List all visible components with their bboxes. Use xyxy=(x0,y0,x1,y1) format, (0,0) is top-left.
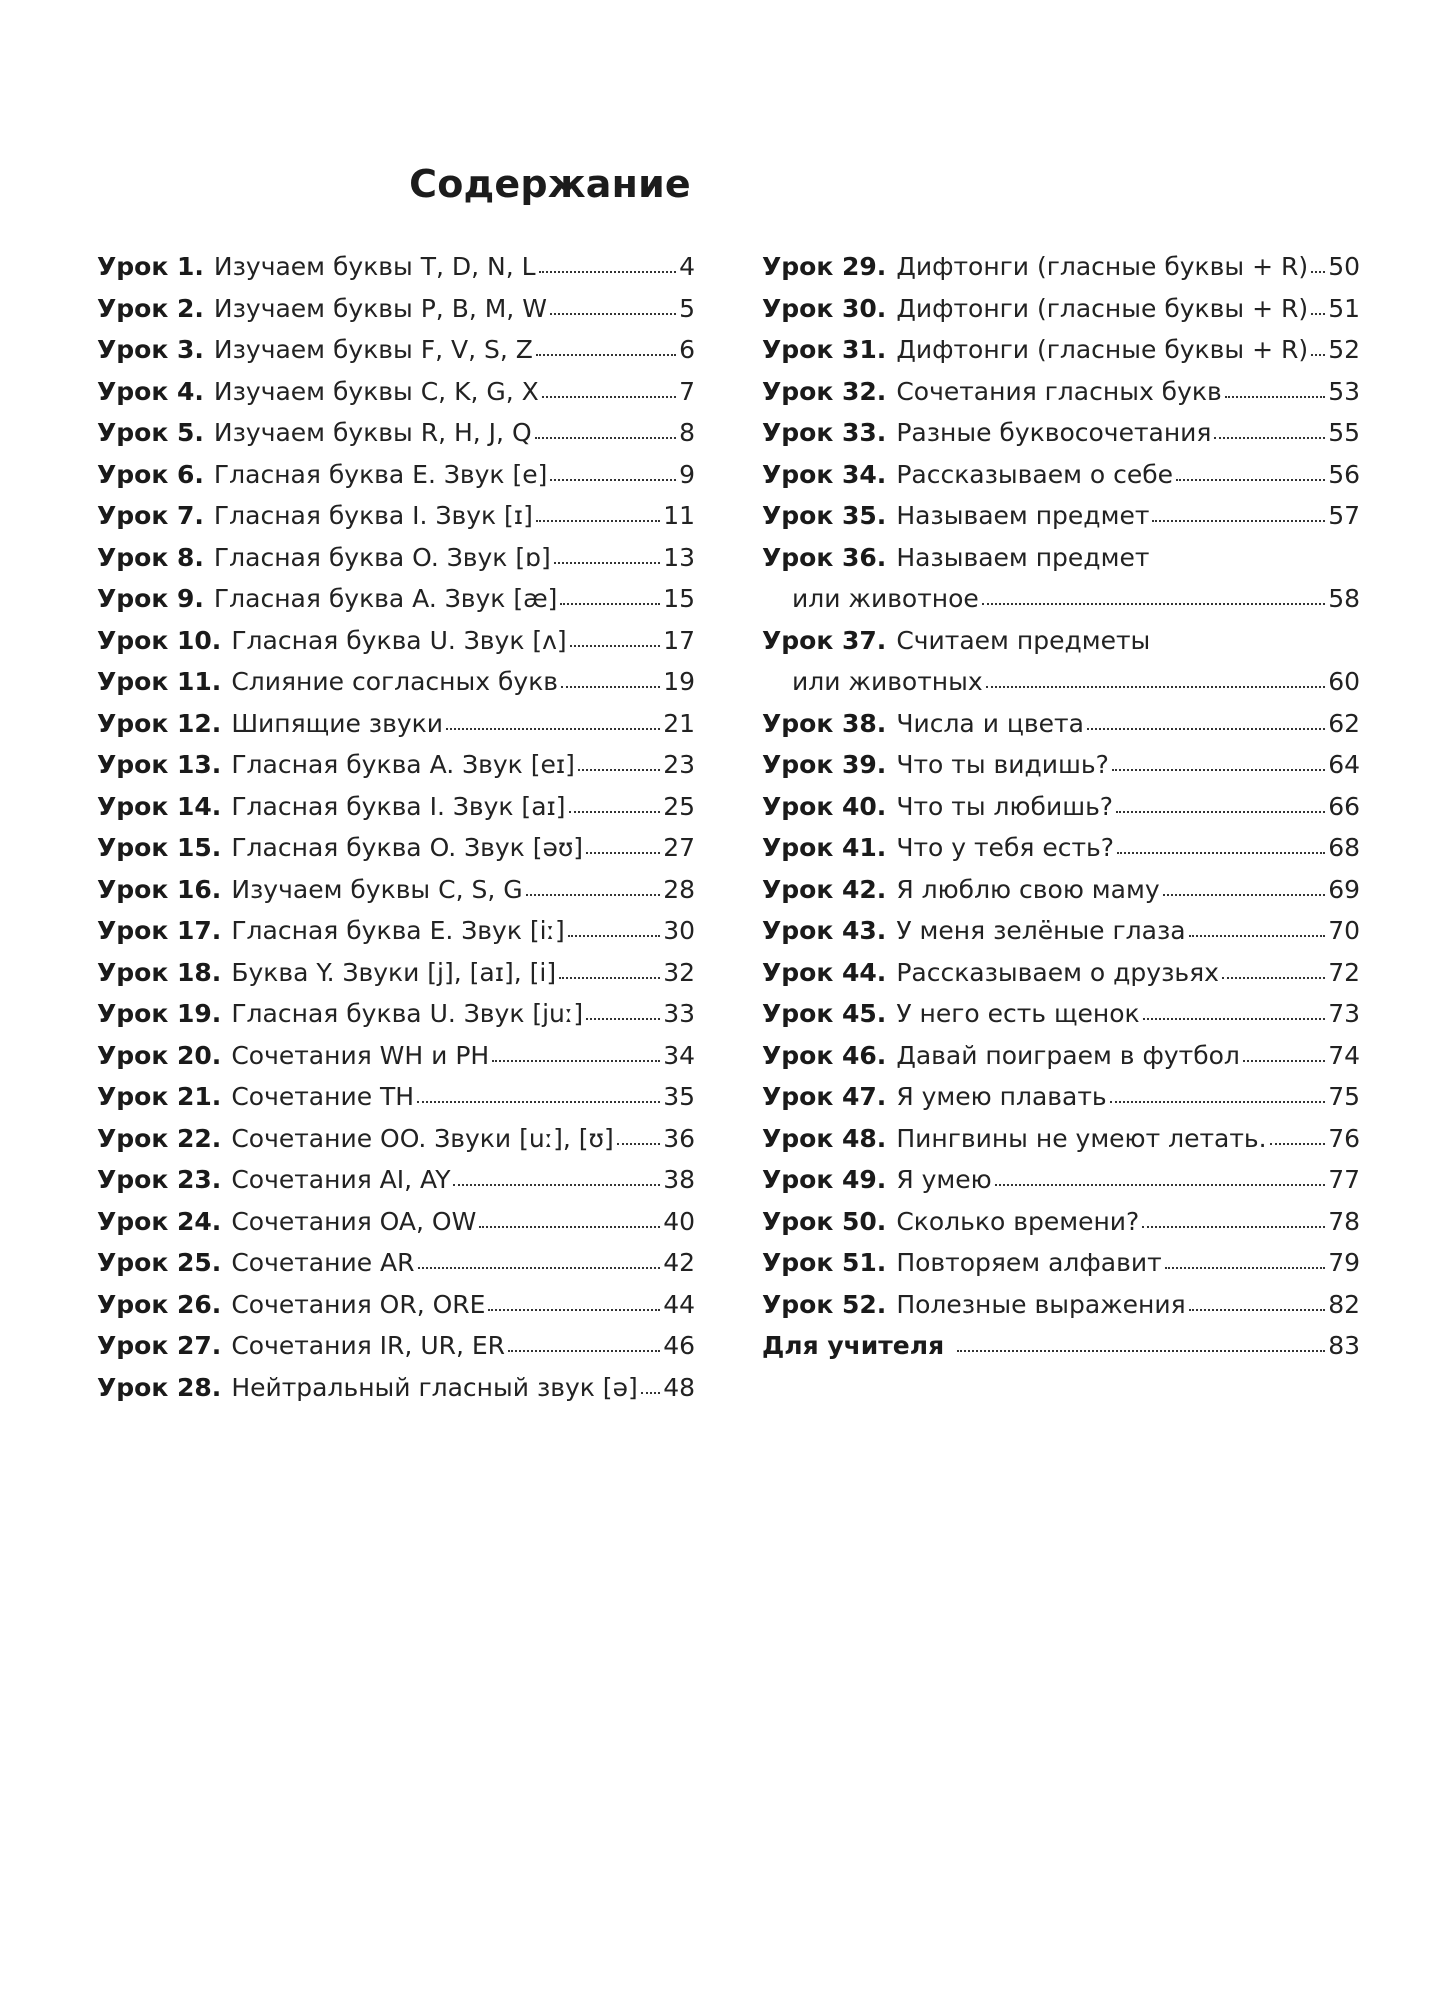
toc-entry[interactable] xyxy=(97,869,695,911)
dot-leader xyxy=(1165,1264,1326,1269)
lesson-number: Урок 52. xyxy=(762,1289,887,1319)
page-number: 79 xyxy=(1328,1248,1360,1277)
toc-entry[interactable] xyxy=(762,620,1360,703)
dot-leader xyxy=(578,766,660,771)
dot-leader xyxy=(641,1389,660,1394)
page-number: 27 xyxy=(663,833,695,862)
page-number: 48 xyxy=(663,1372,695,1402)
lesson-number: Урок 42. xyxy=(762,874,887,904)
dot-leader xyxy=(1214,434,1325,439)
lesson-number: Урок 39. xyxy=(762,750,887,779)
dot-leader xyxy=(1110,1098,1326,1103)
page-number: 58 xyxy=(1328,584,1360,613)
lesson-title: Сочетания OA, OW xyxy=(231,1206,477,1236)
toc-entry[interactable] xyxy=(97,620,695,662)
dot-leader xyxy=(1311,351,1325,356)
page-number: 23 xyxy=(663,750,695,779)
lesson-number: Урок 33. xyxy=(762,418,887,447)
page-number: 82 xyxy=(1328,1289,1360,1319)
lesson-number: Урок 12. xyxy=(97,708,222,738)
lesson-number: Урок 19. xyxy=(97,999,222,1028)
lesson-title: Сочетания гласных букв xyxy=(896,376,1222,406)
lesson-title: У него есть щенок xyxy=(896,999,1140,1028)
page-number: 78 xyxy=(1328,1206,1360,1236)
dot-leader xyxy=(1116,808,1325,813)
dot-leader xyxy=(570,642,661,647)
lesson-number: Урок 40. xyxy=(762,791,887,821)
lesson-title: Называем предмет xyxy=(896,542,1150,572)
toc-entry[interactable] xyxy=(97,1201,695,1243)
page-number: 62 xyxy=(1328,708,1360,738)
dot-leader xyxy=(550,476,676,481)
page-number: 76 xyxy=(1328,1123,1360,1153)
lesson-title: Что у тебя есть? xyxy=(896,833,1115,862)
toc-entry[interactable] xyxy=(97,827,695,869)
dot-leader xyxy=(542,393,676,398)
page-number: 28 xyxy=(663,874,695,904)
lesson-number: Урок 3. xyxy=(97,335,204,364)
page-number: 9 xyxy=(679,459,695,489)
lesson-title: Сочетание OO. Звуки [uː], [ʊ] xyxy=(231,1123,614,1153)
page-number: 60 xyxy=(1328,667,1360,696)
lesson-title: Сочетание TH xyxy=(231,1082,415,1111)
dot-leader xyxy=(957,1347,1325,1352)
lesson-number: Урок 20. xyxy=(97,1040,222,1070)
lesson-title: Что ты любишь? xyxy=(896,791,1114,821)
page-number: 53 xyxy=(1328,376,1360,406)
toc-entry[interactable] xyxy=(97,786,695,828)
lesson-title: Гласная буква I. Звук [aɪ] xyxy=(231,791,566,821)
page-number: 44 xyxy=(663,1289,695,1319)
lesson-number: Урок 10. xyxy=(97,625,222,655)
toc-entry[interactable] xyxy=(97,661,695,703)
lesson-number: Урок 25. xyxy=(97,1248,222,1277)
toc-entry[interactable] xyxy=(97,703,695,745)
lesson-title: Я люблю свою маму xyxy=(896,874,1160,904)
toc-entry[interactable] xyxy=(762,993,1360,1035)
toc-entry[interactable] xyxy=(762,1201,1360,1243)
lesson-title: Полезные выражения xyxy=(896,1289,1186,1319)
lesson-number: Урок 15. xyxy=(97,833,222,862)
dot-leader xyxy=(1143,1015,1326,1020)
dot-leader xyxy=(536,517,660,522)
toc-entry[interactable] xyxy=(97,993,695,1035)
lesson-number: Урок 46. xyxy=(762,1040,887,1070)
dot-leader xyxy=(1189,932,1326,937)
dot-leader xyxy=(568,932,660,937)
toc-entry[interactable] xyxy=(762,910,1360,952)
page-number: 75 xyxy=(1328,1082,1360,1111)
lesson-number: Для учителя xyxy=(762,1331,945,1360)
dot-leader xyxy=(536,351,676,356)
toc-entry[interactable] xyxy=(97,1284,695,1326)
dot-leader xyxy=(539,268,677,273)
dot-leader xyxy=(1270,1140,1326,1145)
page-title: Содержание xyxy=(409,162,691,206)
page-number: 38 xyxy=(663,1165,695,1194)
dot-leader xyxy=(995,1181,1325,1186)
dot-leader xyxy=(617,1140,660,1145)
page-number: 64 xyxy=(1328,750,1360,779)
page-number: 56 xyxy=(1328,459,1360,489)
lesson-number: Урок 1. xyxy=(97,252,204,281)
dot-leader xyxy=(453,1181,660,1186)
lesson-title: Гласная буква I. Звук [ɪ] xyxy=(213,501,533,530)
dot-leader xyxy=(526,891,661,896)
page-number: 8 xyxy=(679,418,695,447)
lesson-title-continued: или животное xyxy=(792,584,979,613)
toc-entry[interactable] xyxy=(762,246,1360,288)
dot-leader xyxy=(982,600,1325,605)
toc-entry[interactable] xyxy=(97,1325,695,1367)
lesson-number: Урок 11. xyxy=(97,667,222,696)
lesson-title: Считаем предметы xyxy=(896,625,1151,655)
lesson-title: Гласная буква E. Звук [iː] xyxy=(231,916,565,945)
toc-entry[interactable] xyxy=(97,1159,695,1201)
lesson-number: Урок 28. xyxy=(97,1372,222,1402)
toc-entry[interactable] xyxy=(762,1118,1360,1160)
lesson-title: Нейтральный гласный звук [ə] xyxy=(231,1372,638,1402)
toc-entry[interactable] xyxy=(97,412,695,454)
lesson-title: Сочетания IR, UR, ER xyxy=(231,1331,506,1360)
lesson-number: Урок 7. xyxy=(97,501,204,530)
lesson-number: Урок 8. xyxy=(97,542,204,572)
lesson-title: Изучаем буквы F, V, S, Z xyxy=(213,335,533,364)
toc-entry[interactable] xyxy=(762,329,1360,371)
dot-leader xyxy=(559,974,660,979)
lesson-number: Урок 38. xyxy=(762,708,887,738)
page-number: 6 xyxy=(679,335,695,364)
toc-entry[interactable] xyxy=(762,495,1360,537)
page-number: 34 xyxy=(663,1040,695,1070)
lesson-number: Урок 13. xyxy=(97,750,222,779)
dot-leader xyxy=(986,683,1326,688)
lesson-title: Гласная буква U. Звук [ʌ] xyxy=(231,625,567,655)
toc-entry[interactable] xyxy=(97,578,695,620)
toc-entry[interactable] xyxy=(97,1367,695,1409)
dot-leader xyxy=(1311,268,1325,273)
lesson-title: Повторяем алфавит xyxy=(896,1248,1162,1277)
page-number: 69 xyxy=(1328,874,1360,904)
lesson-number: Урок 50. xyxy=(762,1206,887,1236)
lesson-number: Урок 2. xyxy=(97,293,204,323)
page-number: 33 xyxy=(663,999,695,1028)
lesson-title: Сочетание AR xyxy=(231,1248,415,1277)
lesson-number: Урок 5. xyxy=(97,418,204,447)
page-number: 68 xyxy=(1328,833,1360,862)
lesson-title: Дифтонги (гласные буквы + R) xyxy=(896,293,1309,323)
lesson-number: Урок 27. xyxy=(97,1331,222,1360)
dot-leader xyxy=(1142,1223,1325,1228)
lesson-number: Урок 51. xyxy=(762,1248,887,1277)
toc-entry[interactable] xyxy=(762,1242,1360,1284)
page-number: 19 xyxy=(663,667,695,696)
lesson-title: Что ты видишь? xyxy=(896,750,1109,779)
toc-entry[interactable] xyxy=(97,1035,695,1077)
page-number: 52 xyxy=(1328,335,1360,364)
lesson-title: Пингвины не умеют летать. xyxy=(896,1123,1267,1153)
toc-right-column xyxy=(762,246,1360,1367)
lesson-number: Урок 24. xyxy=(97,1206,222,1236)
lesson-title: Шипящие звуки xyxy=(231,708,443,738)
toc-entry[interactable] xyxy=(762,1284,1360,1326)
dot-leader xyxy=(1152,517,1325,522)
lesson-title: Числа и цвета xyxy=(896,708,1084,738)
toc-entry[interactable] xyxy=(97,1242,695,1284)
page-number: 32 xyxy=(663,957,695,987)
page-number: 51 xyxy=(1328,293,1360,323)
toc-entry[interactable] xyxy=(762,827,1360,869)
page-number: 70 xyxy=(1328,916,1360,945)
dot-leader xyxy=(586,849,660,854)
page-number: 11 xyxy=(663,501,695,530)
page-number: 25 xyxy=(663,791,695,821)
dot-leader xyxy=(446,725,660,730)
lesson-number: Урок 4. xyxy=(97,376,204,406)
dot-leader xyxy=(561,683,660,688)
dot-leader xyxy=(417,1098,660,1103)
dot-leader xyxy=(535,434,676,439)
page-number: 50 xyxy=(1328,252,1360,281)
lesson-title: У меня зелёные глаза xyxy=(896,916,1186,945)
lesson-number: Урок 14. xyxy=(97,791,222,821)
toc-entry[interactable] xyxy=(762,1159,1360,1201)
dot-leader xyxy=(492,1057,660,1062)
toc-entry[interactable] xyxy=(762,1035,1360,1077)
lesson-title: Сочетания AI, AY xyxy=(231,1165,451,1194)
lesson-title: Изучаем буквы C, K, G, X xyxy=(213,376,539,406)
lesson-title: Я умею плавать xyxy=(896,1082,1107,1111)
lesson-title: Буква Y. Звуки [j], [aɪ], [i] xyxy=(231,957,557,987)
toc-entry[interactable] xyxy=(97,537,695,579)
lesson-number: Урок 44. xyxy=(762,957,887,987)
dot-leader xyxy=(508,1347,660,1352)
lesson-title: Сочетания OR, ORE xyxy=(231,1289,486,1319)
lesson-title: Гласная буква E. Звук [e] xyxy=(213,459,548,489)
page-number: 17 xyxy=(663,625,695,655)
toc-entry[interactable] xyxy=(762,537,1360,620)
lesson-number: Урок 34. xyxy=(762,459,887,489)
lesson-number: Урок 35. xyxy=(762,501,887,530)
page-number: 13 xyxy=(663,542,695,572)
lesson-number: Урок 26. xyxy=(97,1289,222,1319)
lesson-number: Урок 21. xyxy=(97,1082,222,1111)
toc-entry[interactable] xyxy=(762,703,1360,745)
lesson-number: Урок 23. xyxy=(97,1165,222,1194)
dot-leader xyxy=(569,808,661,813)
toc-entry[interactable] xyxy=(762,1076,1360,1118)
dot-leader xyxy=(418,1264,661,1269)
lesson-title-continued: или животных xyxy=(792,667,983,696)
lesson-number: Урок 16. xyxy=(97,874,222,904)
dot-leader xyxy=(1225,393,1325,398)
lesson-number: Урок 37. xyxy=(762,625,887,655)
toc-entry[interactable] xyxy=(97,246,695,288)
toc-entry[interactable] xyxy=(97,1076,695,1118)
lesson-title: Изучаем буквы T, D, N, L xyxy=(213,252,536,281)
page-number: 42 xyxy=(663,1248,695,1277)
dot-leader xyxy=(1189,1306,1326,1311)
lesson-number: Урок 47. xyxy=(762,1082,887,1111)
lesson-title: Дифтонги (гласные буквы + R) xyxy=(896,252,1309,281)
page-number: 7 xyxy=(679,376,695,406)
dot-leader xyxy=(554,559,660,564)
page-number: 15 xyxy=(663,584,695,613)
toc-entry[interactable] xyxy=(762,1325,1360,1367)
page-number: 77 xyxy=(1328,1165,1360,1194)
page-number: 46 xyxy=(663,1331,695,1360)
toc-left-column xyxy=(97,246,695,1408)
lesson-number: Урок 48. xyxy=(762,1123,887,1153)
lesson-title: Рассказываем о себе xyxy=(896,459,1174,489)
page-number: 73 xyxy=(1328,999,1360,1028)
lesson-title: Разные буквосочетания xyxy=(896,418,1212,447)
page-number: 57 xyxy=(1328,501,1360,530)
page-number: 55 xyxy=(1328,418,1360,447)
page-number: 21 xyxy=(663,708,695,738)
page-number: 5 xyxy=(679,293,695,323)
lesson-number: Урок 6. xyxy=(97,459,204,489)
lesson-number: Урок 18. xyxy=(97,957,222,987)
lesson-title: Сколько времени? xyxy=(896,1206,1140,1236)
lesson-number: Урок 45. xyxy=(762,999,887,1028)
page-number: 30 xyxy=(663,916,695,945)
toc-entry[interactable] xyxy=(762,869,1360,911)
lesson-title: Изучаем буквы C, S, G xyxy=(231,874,523,904)
page-number: 74 xyxy=(1328,1040,1360,1070)
lesson-number: Урок 22. xyxy=(97,1123,222,1153)
lesson-title: Я умею xyxy=(896,1165,992,1194)
lesson-number: Урок 9. xyxy=(97,584,204,613)
lesson-title: Изучаем буквы R, H, J, Q xyxy=(213,418,532,447)
lesson-number: Урок 31. xyxy=(762,335,887,364)
toc-entry[interactable] xyxy=(762,288,1360,330)
lesson-number: Урок 41. xyxy=(762,833,887,862)
dot-leader xyxy=(1311,310,1325,315)
dot-leader xyxy=(1243,1057,1325,1062)
toc-entry[interactable] xyxy=(762,744,1360,786)
dot-leader xyxy=(1112,766,1325,771)
dot-leader xyxy=(1163,891,1326,896)
toc-entry[interactable] xyxy=(97,454,695,496)
dot-leader xyxy=(560,600,660,605)
toc-entry[interactable] xyxy=(97,952,695,994)
lesson-number: Урок 29. xyxy=(762,252,887,281)
dot-leader xyxy=(586,1015,660,1020)
lesson-number: Урок 30. xyxy=(762,293,887,323)
lesson-title: Гласная буква A. Звук [æ] xyxy=(213,584,558,613)
toc-entry[interactable] xyxy=(762,454,1360,496)
lesson-title: Рассказываем о друзьях xyxy=(896,957,1219,987)
toc-entry[interactable] xyxy=(97,910,695,952)
dot-leader xyxy=(479,1223,660,1228)
lesson-number: Урок 17. xyxy=(97,916,222,945)
toc-entry[interactable] xyxy=(97,371,695,413)
dot-leader xyxy=(1117,849,1325,854)
toc-entry[interactable] xyxy=(762,786,1360,828)
page-number: 83 xyxy=(1328,1331,1360,1360)
dot-leader xyxy=(1087,725,1325,730)
toc-entry[interactable] xyxy=(97,329,695,371)
lesson-title: Гласная буква O. Звук [ɒ] xyxy=(213,542,551,572)
toc-entry[interactable] xyxy=(762,371,1360,413)
toc-entry[interactable] xyxy=(97,288,695,330)
toc-entry[interactable] xyxy=(97,744,695,786)
lesson-number: Урок 43. xyxy=(762,916,887,945)
lesson-title: Гласная буква O. Звук [əʊ] xyxy=(231,833,584,862)
lesson-title: Гласная буква A. Звук [eɪ] xyxy=(231,750,575,779)
page-number: 36 xyxy=(663,1123,695,1153)
lesson-number: Урок 49. xyxy=(762,1165,887,1194)
dot-leader xyxy=(488,1306,660,1311)
dot-leader xyxy=(550,310,676,315)
page-number: 72 xyxy=(1328,957,1360,987)
toc-entry[interactable] xyxy=(762,412,1360,454)
lesson-title: Называем предмет xyxy=(896,501,1150,530)
toc-entry[interactable] xyxy=(762,952,1360,994)
lesson-title: Гласная буква U. Звук [juː] xyxy=(231,999,584,1028)
page-number: 35 xyxy=(663,1082,695,1111)
lesson-number: Урок 36. xyxy=(762,542,887,572)
toc-entry[interactable] xyxy=(97,1118,695,1160)
lesson-title: Слияние согласных букв xyxy=(231,667,559,696)
lesson-title: Изучаем буквы P, B, M, W xyxy=(213,293,547,323)
dot-leader xyxy=(1176,476,1325,481)
lesson-number: Урок 32. xyxy=(762,376,887,406)
dot-leader xyxy=(1222,974,1325,979)
lesson-title: Дифтонги (гласные буквы + R) xyxy=(896,335,1309,364)
lesson-title: Сочетания WH и PH xyxy=(231,1040,490,1070)
lesson-title: Давай поиграем в футбол xyxy=(896,1040,1240,1070)
page-number: 66 xyxy=(1328,791,1360,821)
toc-entry[interactable] xyxy=(97,495,695,537)
page-number: 40 xyxy=(663,1206,695,1236)
page-number: 4 xyxy=(679,252,695,281)
